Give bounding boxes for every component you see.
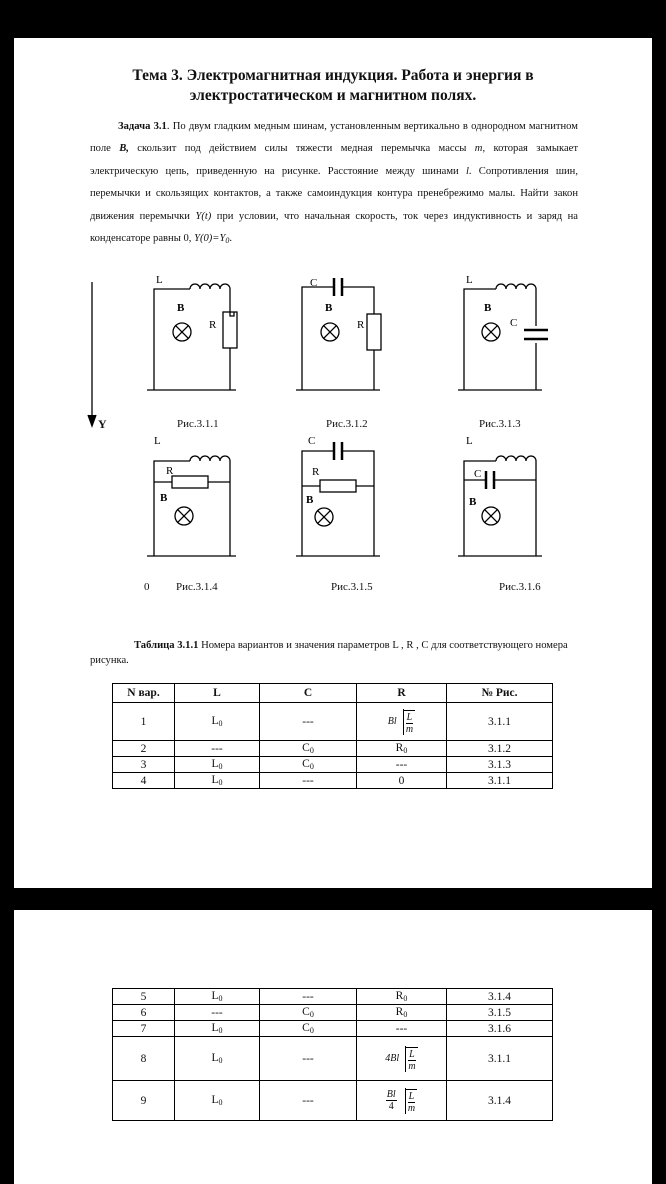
cell-value: 3.1.3	[488, 758, 511, 771]
cell-R	[357, 703, 447, 741]
cell-value: L	[211, 990, 219, 1002]
problem-text-c: , которая замыкает электрическую цепь, приведенную на рисунке. Расстояние между шинами	[90, 143, 578, 177]
table-row	[113, 1037, 553, 1081]
cell-variant	[113, 1081, 175, 1121]
cell-figure	[447, 1005, 553, 1021]
cell-value: L	[211, 1094, 219, 1106]
cell-value: ---	[302, 1052, 314, 1065]
cell-value: ---	[211, 742, 223, 755]
sqrt-sign	[399, 1088, 418, 1114]
cell-figure	[447, 757, 553, 773]
formula-prefix: 4Bl	[385, 1053, 400, 1064]
document-page-2	[14, 910, 652, 1184]
formula-fraction	[386, 1089, 397, 1112]
cell-value: R	[395, 1006, 404, 1018]
cell-subscript: 0	[218, 762, 223, 771]
cell-value: L	[211, 1022, 219, 1034]
cell-variant	[113, 989, 175, 1005]
table-row	[113, 703, 553, 741]
cell-value: 3.1.2	[488, 742, 511, 755]
symbol-Y0: Y(0)=Y	[194, 233, 226, 245]
cell-value: R	[395, 990, 404, 1002]
cell-R	[357, 1021, 447, 1037]
cell-value: C	[302, 1022, 310, 1034]
table-row	[113, 757, 553, 773]
cell-C	[260, 1021, 357, 1037]
cell-value: 3.1.1	[488, 715, 511, 728]
table-row	[113, 1021, 553, 1037]
parameters-table-part-2	[112, 988, 553, 1121]
cell-figure	[447, 1037, 553, 1081]
cell-L	[175, 1081, 260, 1121]
fig3-label-B: B	[484, 302, 492, 314]
cell-figure	[447, 703, 553, 741]
cell-value: ---	[395, 758, 408, 771]
fraction-denominator: 4	[388, 1101, 394, 1112]
fraction-numerator: L	[409, 1048, 415, 1060]
circuit-fig-3-1-4	[147, 456, 236, 556]
table-caption-bold: Таблица 3.1.1	[134, 640, 199, 651]
y-axis-label: Y	[98, 417, 107, 431]
cell-subscript: 0	[218, 1056, 223, 1065]
cell-L	[175, 703, 260, 741]
header-L: L	[175, 684, 260, 703]
fig1-label-R: R	[209, 319, 217, 331]
cell-subscript: 0	[403, 746, 408, 755]
cell-figure	[447, 1081, 553, 1121]
cell-L	[175, 1037, 260, 1081]
fig-caption-3-1-3: Рис.3.1.3	[479, 418, 521, 430]
title-line-2: электростатическом и магнитном полях.	[189, 87, 477, 104]
fig3-label-L: L	[466, 274, 473, 286]
parameters-table-part-1	[112, 683, 553, 789]
formula-prefix: Bl	[387, 716, 397, 727]
cell-variant	[113, 703, 175, 741]
circuit-fig-3-1-3	[458, 284, 548, 390]
cell-subscript: 0	[218, 994, 223, 1003]
cell-figure	[447, 1021, 553, 1037]
cell-figure	[447, 773, 553, 789]
cell-value: ---	[302, 990, 314, 1003]
symbol-l: l	[465, 165, 469, 177]
cell-subscript: 0	[218, 719, 223, 728]
cell-C	[260, 1037, 357, 1081]
header-C: C	[260, 684, 357, 703]
fig6-label-C: C	[474, 468, 482, 480]
fig4-label-B: B	[160, 492, 168, 504]
cell-L	[175, 757, 260, 773]
cell-variant	[113, 1005, 175, 1021]
cell-subscript: 0	[218, 1098, 223, 1107]
cell-value: 3.1.1	[488, 1052, 511, 1065]
cell-subscript: 0	[309, 1026, 314, 1035]
cell-value: ---	[302, 1094, 314, 1107]
sqrt-radical-icon	[399, 1046, 406, 1072]
cell-value: L	[211, 1052, 219, 1064]
cell-subscript: 0	[403, 994, 408, 1003]
cell-R	[357, 773, 447, 789]
fig2-label-R: R	[357, 319, 365, 331]
symbol-Y0-sub: 0	[225, 236, 230, 246]
problem-text-d: . Сопротивления шин, перемычки и скользящих контактов, а также самоиндукция контура пренебрежимо малы. Найти закон движения перемычки	[90, 165, 578, 222]
table-row	[113, 989, 553, 1005]
cell-subscript: 0	[218, 1026, 223, 1035]
fig5-label-R: R	[312, 466, 320, 478]
table-header-row	[113, 684, 553, 703]
cell-value: 3.1.4	[488, 1094, 511, 1107]
cell-value: C	[302, 758, 310, 770]
cell-variant	[113, 741, 175, 757]
table-row	[113, 1005, 553, 1021]
cell-subscript: 0	[403, 1010, 408, 1019]
fig1-label-L: L	[156, 274, 163, 286]
cell-R	[357, 989, 447, 1005]
cell-value: C	[302, 1006, 310, 1018]
cell-value: ---	[395, 1022, 408, 1035]
cell-value: 3.1.5	[488, 1006, 511, 1019]
cell-variant	[113, 1021, 175, 1037]
fig2-label-C: C	[310, 277, 318, 289]
y-axis-arrow	[88, 415, 96, 426]
cell-R	[357, 1005, 447, 1021]
cell-value: ---	[302, 715, 314, 728]
cell-value: L	[211, 774, 219, 786]
cell-value: 3.1.4	[488, 990, 511, 1003]
cell-value: 8	[140, 1052, 147, 1065]
cell-subscript: 0	[309, 762, 314, 771]
circuit-fig-3-1-2	[296, 278, 381, 390]
cell-C	[260, 703, 357, 741]
cell-L	[175, 741, 260, 757]
cell-L	[175, 773, 260, 789]
sqrt-radical-icon	[399, 1088, 406, 1114]
symbol-m: m	[474, 143, 483, 155]
problem-heading: Задача 3.1	[118, 121, 167, 132]
sqrt-sign	[397, 709, 416, 735]
symbol-Yt: Y(t)	[195, 210, 212, 222]
cell-value: 5	[140, 990, 147, 1003]
fraction-numerator: L	[408, 1090, 415, 1102]
cell-variant	[113, 773, 175, 789]
cell-value: 6	[140, 1006, 147, 1019]
table-caption-text: Номера вариантов и значения параметров L , R , C для соответствующего номера рисунка.	[90, 640, 568, 666]
fig3-label-C: C	[510, 317, 518, 329]
fig1-label-B: B	[177, 302, 185, 314]
cell-L	[175, 1005, 260, 1021]
header-n: N вар.	[113, 684, 175, 703]
cell-C	[260, 741, 357, 757]
cell-C	[260, 773, 357, 789]
cell-value: ---	[211, 1006, 223, 1019]
header-R: R	[357, 684, 447, 703]
formula-R	[386, 1088, 417, 1114]
cell-subscript: 0	[309, 1010, 314, 1019]
cell-value: 7	[140, 1022, 147, 1035]
sqrt-radical-icon	[397, 709, 404, 735]
fraction-denominator: m	[407, 1102, 416, 1114]
problem-text-a: . По двум гладким медным шинам, установленным вертикально в однородном магнитном поле	[90, 121, 578, 155]
fig-caption-3-1-2: Рис.3.1.2	[326, 418, 368, 430]
title-line-1: Тема 3. Электромагнитная индукция. Работа и энергия в	[132, 67, 534, 84]
cell-C	[260, 989, 357, 1005]
cell-C	[260, 1005, 357, 1021]
fraction-denominator: m	[408, 1060, 416, 1072]
cell-value: 9	[140, 1094, 147, 1107]
cell-value: 3	[140, 758, 147, 771]
cell-value: 3.1.6	[488, 1022, 511, 1035]
cell-R	[357, 1081, 447, 1121]
formula-R	[388, 709, 415, 735]
cell-figure	[447, 741, 553, 757]
problem-text-b: скользит под действием силы тяжести медная перемычка массы	[128, 143, 475, 155]
cell-subscript: 0	[309, 746, 314, 755]
cell-value: 3.1.1	[488, 774, 511, 787]
table-row	[113, 741, 553, 757]
circuit-fig-3-1-1	[147, 284, 237, 390]
cell-value: 4	[140, 774, 147, 787]
fig-caption-3-1-4: Рис.3.1.4	[176, 581, 218, 593]
sqrt-fraction	[406, 1089, 418, 1114]
circuit-figures	[14, 38, 652, 638]
fraction-numerator: Bl	[386, 1089, 396, 1100]
cell-value: R	[395, 742, 404, 754]
document-page-1	[14, 38, 652, 888]
fig4-label-L: L	[154, 435, 161, 447]
cell-value: C	[302, 742, 310, 754]
fig4-label-R: R	[166, 465, 174, 477]
fraction-denominator: m	[405, 723, 414, 735]
sqrt-sign	[399, 1046, 418, 1072]
table-caption	[90, 638, 578, 668]
cell-L	[175, 1021, 260, 1037]
cell-C	[260, 1081, 357, 1121]
cell-R	[357, 757, 447, 773]
sqrt-fraction	[404, 710, 416, 735]
problem-text-e: при условии, что начальная скорость, ток через индуктивность и заряд на конденсаторе равны 0,	[90, 210, 578, 245]
fig5-label-B: B	[306, 494, 314, 506]
cell-value: 2	[140, 742, 147, 755]
cell-R	[357, 741, 447, 757]
fig-caption-3-1-1: Рис.3.1.1	[177, 418, 219, 430]
cell-value: 0	[398, 774, 405, 787]
header-fig: № Рис.	[447, 684, 553, 703]
cell-C	[260, 757, 357, 773]
table-row	[113, 1081, 553, 1121]
cell-L	[175, 989, 260, 1005]
fig6-label-L: L	[466, 435, 473, 447]
cell-value: L	[211, 715, 219, 727]
cell-value: 1	[140, 715, 147, 728]
fig5-label-C: C	[308, 435, 316, 447]
cell-value: ---	[302, 774, 314, 787]
cell-R	[357, 1037, 447, 1081]
cell-value: L	[211, 758, 219, 770]
cell-variant	[113, 757, 175, 773]
formula-R	[385, 1046, 417, 1072]
fraction-numerator: L	[406, 711, 413, 723]
fig-caption-3-1-5: Рис.3.1.5	[331, 581, 373, 593]
cell-variant	[113, 1037, 175, 1081]
cell-subscript: 0	[218, 778, 223, 787]
axis-zero-label: 0	[144, 581, 150, 593]
symbol-B: B,	[119, 143, 129, 155]
table-row	[113, 773, 553, 789]
cell-figure	[447, 989, 553, 1005]
sqrt-fraction	[406, 1047, 418, 1072]
fig-caption-3-1-6: Рис.3.1.6	[499, 581, 541, 593]
problem-text-f: .	[229, 233, 233, 245]
fig6-label-B: B	[469, 496, 477, 508]
fig2-label-B: B	[325, 302, 333, 314]
